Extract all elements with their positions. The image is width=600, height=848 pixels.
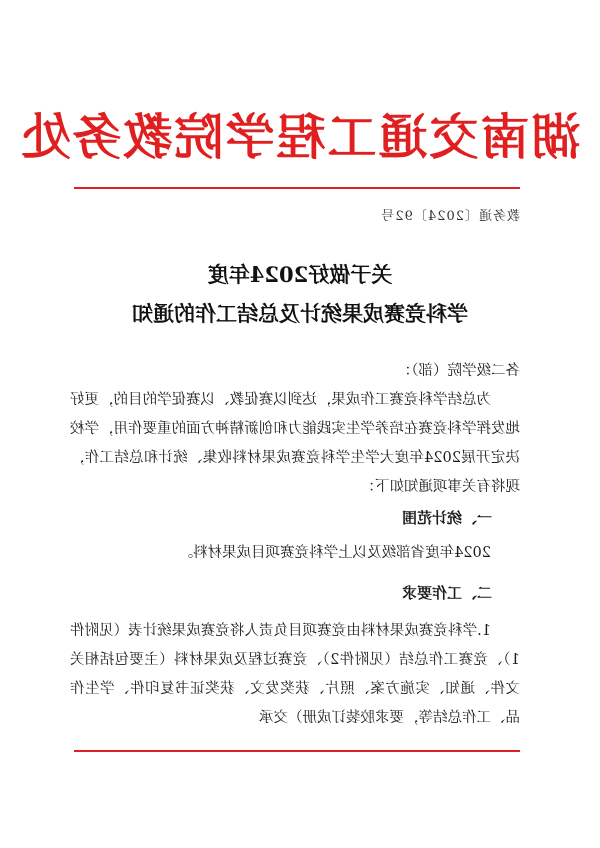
document-number: 教务通〔2024〕92号 bbox=[380, 209, 520, 224]
red-divider-top bbox=[74, 187, 520, 189]
title-line-1: 关于做好2024年度 bbox=[207, 262, 393, 287]
intro-paragraph: 为总结学科竞赛工作成果，达到以赛促教、以赛促学的目的，更好地发挥学科竞赛在培养学生实践能力和创新精神方面的重要作用，学校决定开展2024年度大学生学科竞赛成果材料收集、统计和总结工作，现将有关事项通知如下： bbox=[70, 392, 520, 495]
section-body-requirements: 1.学科竞赛成果材料由竞赛项目负责人将竞赛成果统计表（见附件1）、竞赛工作总结（见附件2）、竞赛过程及成果材料（主要包括相关文件、通知、实施方案、照片、获奖发文、获奖证书复印件、学生作品、工作总结等，要求胶装订成册）交承 bbox=[70, 623, 520, 726]
red-divider-bottom bbox=[74, 750, 520, 752]
salutation: 各二级学院（部）： bbox=[396, 363, 520, 379]
section-body-scope: 2024年度省部级及以上学科竞赛项目成果材料。 bbox=[178, 545, 491, 561]
section-heading-requirements: 二、工作要求 bbox=[401, 584, 492, 602]
masthead-title: 湖南交通工程学院教务处 bbox=[19, 109, 581, 166]
section-heading-scope: 一、统计范围 bbox=[401, 509, 492, 527]
title-line-2: 学科竞赛成果统计及总结工作的通知 bbox=[132, 301, 468, 326]
